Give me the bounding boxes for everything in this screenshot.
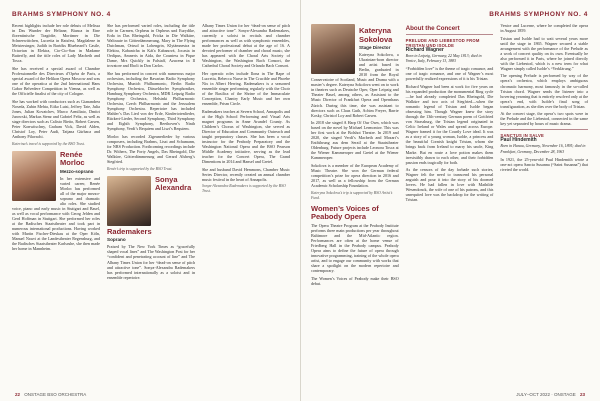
left-col-1 <box>12 23 100 282</box>
performer-role: Stage Director <box>359 45 391 50</box>
page-folio-right <box>516 392 588 397</box>
composer-dates: Born in Leipzig, Germany, 22 May 1813; died in Venice, Italy, February 13, 1883 <box>405 54 482 64</box>
performer-role: Mezzo-soprano <box>60 168 94 174</box>
right-columns <box>311 23 588 288</box>
program-note-paragraph: The opening Prelude is performed by way of the opera’s orchestra, which employs ambiguous chromatic harmony, most famously in the so-called Tristan chord. Wagner sends the listener into a hovering yearning that is entirely resolved only at the opera’s end, with Isolde’s final song of transfiguration, as she dies over the body of Tristan. <box>500 73 589 109</box>
bio-paragraph: Morloc has recorded Zigeunerlieder by various composers, including Brahms, Liszt and Schumann, for NRS Production. Forthcoming recordings include Dr. Withers, The Forty Angels, Das Rheingold, Die Walküre, Götterdämmerung and Gerard Alsberg’s Siegfried. <box>107 133 195 165</box>
bio-paragraph: Praised by The New York Times as “gracefully shaped vocal lines” and The Washington Post for her “confident and penetrating account of line” and The Albany Times Union for her “dead-on sense of pitch and attractive tone”. Sonya-Alexandra Rademakers has performed internationally as a soloist and in ensemble repertoire. <box>107 244 195 280</box>
running-head-right: BRAHMS SYMPHONY NO. 4 <box>489 11 588 18</box>
composer-name: Paul Hindemith <box>500 137 537 144</box>
program-note-paragraph: Richard Wagner had been at work for five years on his expanded production the monumental Ring cycle—he had already completed Das Rheingold, Die Walküre and two acts of Siegfried—when the romantic legend of Tristan and Isolde began obsessing him. Though Wagner knew the story through the 13th-century German poem of Gottfried von Strassburg, the Tristan legend originated in Celtic Ireland or Wales and spread across Europe. Wagner framed it for the Courtly Love ideal. It was as a story of a young woman, Isolde, a princess and the beautiful Cornish knight Tristan, whom she brings back from Ireland to marry his uncle, King Marke. But en route a love potion makes them irresistibly drawn to each other, and their forbidden passion ends tragically for both. <box>405 83 494 165</box>
bio-paragraph: Kateryna Sokolova, a Ukrainian-born director and artist based in Berlin, graduated in 2010 from the Royal Conservatoire of Scotland, Music and Drama with a master’s degree. Kateryna Sokolova went on to work in theatres such as Deutsche Oper, Oper Leipzig and Theater Basel, among others, as Assistant to the Music Director of Frankfurt Opera and Opernhaus Zürich. During this time, she was assistant to directors such as Claus Guth, Achim Freyer, Barrie Kosky, Christof Loy and Robert Carsen. <box>311 52 399 118</box>
right-col-1 <box>311 23 399 288</box>
bio-paragraph: She has worked with conductors such as Gianandrea Noseda, Zubin Mehta, Eiiko Luisi, Jeffrey Tate, Julia Jones, Julian Kovatchev, Marco Armiliato, Dmitri Jurowski, Markus Stenz and Gabriel Feltz, as well as stage directors such as Calixto Bieito, Robert Carsen, Peter Konwitschny, Graham Vick, David Alden, Christof Loy, Peter Audi, Tatjana Gürbaca and Anthony Pilavachi. <box>12 98 100 139</box>
about-concert-title: About the Concert <box>405 25 460 32</box>
page-folio-left <box>12 392 86 397</box>
right-col-3 <box>500 23 588 288</box>
support-credit: Kateryna Sokolova’s trip is supported by BSO Artist’s Fund. <box>311 190 393 200</box>
performer-name: Kateryna Sokolova <box>359 26 393 44</box>
bio-paragraph: In 2018 she staged A Harp Of Our Own, which was based on the novel by Michael Lermontov. This was her first work at the Bolshoi Theatre. In 2019 and 2020, she staged Verdi’s Macbeth and Mozart’s Entführung aus dem Serail at the Staatstheater Oldenburg. Future projects include Leonora Tosca at the Wiener Kammeroper and Gretel at the Wiener Kammeroper. <box>311 120 399 161</box>
performer-role: Soprano <box>107 237 126 243</box>
bio-paragraph: Sokolova is a member of the European Academy of Music Theatre. She won the German federal competition’s prize for opera direction in 2016 and 2017, as well as a fellowship from the German Academic Scholarship Foundation. <box>311 163 399 189</box>
running-head-left: BRAHMS SYMPHONY NO. 4 <box>12 11 111 18</box>
issue-label: JULY–OCT 2022 · ONSTAGE <box>516 392 576 397</box>
bio-paragraph: In her extensive and varied career, Renée Morloc has performed all of the major mezzo-soprano and dramatic alto roles. She studied voice, piano and early music in Stuttgart and Basel, as well as vocal performance with Georg Jelden and Gerd Hoffman in Stuttgart. She performed her roles at the Badisches Staatstheater and took part in numerous international productions. Having worked with Martin Fischer-Dieskau at the Oper Köln, Manuel Nawri at the Landestheater Regensburg, and the Badisches Staatstheater Karlsruhe, she then made her home in Mannheim. <box>12 175 100 252</box>
support-credit: Sonya-Alexandra Rademakers is supported by the BSO Trust. <box>202 184 286 194</box>
program-note-paragraph: “Forbidden love” is the theme of tragic romance, and one of tragic romance, and one of Wagner’s most powerfully realized expressions of it is his Tristan. <box>405 66 494 82</box>
bio-paragraph: Albany Times Union for her “dead-on sense of pitch and attractive tone”. Sonya-Alexandra Rademakers, currently a soloist in recitals and chamber performances as well as with symphonic ensembles, made her professional debut at the age of 16. A devoted performer of chamber and choral music, she has appeared with the Choral Arts Society of Washington, the Washington Bach Consort, the Cathedral Choral Society and Orlando Bach Consort. <box>202 23 290 69</box>
bio-paragraph: Rademakers teaches at Severn School, Annapolis and at the High School Performing and Visual Arts magnet programs in Anne Arundel County. As Children’s Chorus of Washington, she served as Director of Education and Community Outreach and taught preparatory classes. She has been a vocal instructor for the Peabody Preparatory and the Washington National Opera and the BSO Pearson Middle Academy initiative, serving as the lead teacher for the Concert Opera, The Grand Dimentions in 2014 and Hansel and Gretel. <box>202 108 290 165</box>
bio-paragraph: Recent highlights include her role debuts of Melissa in Das Wunder der Heliane, Bianca in Eine florentinische Tragödie, Mortimer in Die Schneewittchen, Lucretia in Ratsfest, Magdalene in Meistersinger, Judith in Bartóks Bluebeard’s Castle, Octavian in Elektra, Cio-Cio-San in Madame Butterfly, and the title roles of Lady Macbeth and Tosca. <box>12 23 100 64</box>
bio-paragraph: She has performed varied roles, including the title role in Carmen, Orpheus in Orpheus und Eurydike, Erda in Das Rheingold, Fricka in Die Walküre, Waltraute in Götterdämmerung, Mary in The Flying Dutchman, Ortrud in Lohengrin, Klytämnestra in Elektra, Kabanicha in Káťa Kabanová, Jocasta in Oedipus, Amneris in Aida, the Countess in Pique Dame, Mrs Quickly in Falstaff, Azucena in Il trovatore and Eboli in Don Carlos. <box>107 23 195 69</box>
issue-label: BSO ORCHESTRA <box>47 392 87 397</box>
performer-name: Sonya Alexandra Rademakers <box>107 174 192 236</box>
performer-photo <box>311 24 355 74</box>
support-credit: Katerina’s travel is supported by the BSO Trust. <box>12 141 85 146</box>
program-work-label: PRELUDE AND LIEBESTOD FROM TRISTAN UND ISOLDE <box>405 38 480 49</box>
bio-paragraph: She and husband David Hemmons, Chamber Music Series Director, recently created an annual chamber music festival in the heart of Annapolis. <box>202 166 290 182</box>
bio-paragraph: Her operatic roles include Ilona in The Rape of Lucretia, Rebecca Nurse in The Crucible and Phoebe Nix in Albert Herring. Rademakers is a seasoned ensemble singer performing regularly with the Choir of the Basilica of the Shrine of the Immaculate Conception, Chantry Early Music and her own ensemble, Prism Circle. <box>202 70 290 107</box>
page-number: 23 <box>579 392 585 397</box>
bio-paragraph: The Opera Theatre Program at the Peabody Institute performs three main productions per year throughout Baltimore and the Mid-Atlantic region. Performances are often at the home venue of Friedberg Hall in the Peabody campus. Peabody Opera aims to define the future of opera through innovative programming, training of the whole opera artist, and to engage our community with works that share a spotlight on the modern repertoire and contemporary. <box>311 222 399 274</box>
magazine-name: ONSTAGE <box>24 392 46 397</box>
bio-paragraph: She has performed in concert with numerous major orchestras, including the Bavarian Radio Symphony Orchestra, Munich Philharmonic, Berlin Radio Symphony Orchestra, Düsseldorfer Symphoniker, Hamburg Symphony Orchestra, MDR Leipzig Radio Symphony Orchestra, Helsinki Philharmonic Orchestra, Czech Philharmonic and the Jerusalem Symphony Orchestra. Repertoire has included Mahler’s Das Lied von der Erde, Kindertotenlieder, Rückert-Lieder, Second Symphony, Third Symphony and Eighth Symphony, Beethoven’s Ninth Symphony, Verdi’s Requiem and Liszt’s Requiem. <box>107 70 195 132</box>
left-columns <box>12 23 290 282</box>
section-divider <box>406 34 494 35</box>
left-col-3 <box>202 23 290 282</box>
program-note-paragraph: Venice and Lucerne, where he completed the opera in August 1859. <box>500 23 589 34</box>
right-col-2 <box>406 23 494 288</box>
ensemble-name: Women’s Voices of Peabody Opera <box>311 203 379 222</box>
program-note-paragraph: In 1921, the 25-year-old Paul Hindemith wrote a one-act opera Sancta Susanna (“Saint Susanna”) that riveted the world. <box>500 156 589 172</box>
performer-photo <box>107 176 151 226</box>
composer-name: Richard Wagner <box>405 47 444 54</box>
composer-dates: Born in Hanau, Germany, November 16, 1895; died in Frankfurt, Germany, December 28, 1963 <box>500 144 586 154</box>
program-note-paragraph: At the concert stage, the opera’s two spots were in the Prelude and the Liebestod, connected in the same key yet separated by hours of music drama. <box>500 111 589 127</box>
left-col-2 <box>107 23 195 282</box>
program-note-paragraph: Tristan und Isolde had to wait several years more until the stage in 1865. Wagner secured a stable arrangement with the performance of the Prelude as a work of concert quality on its own. Eventually he also performed it in Paris, where he joined directly with the Liebestod, which is a new term for what Wagner simply called Isolde’s “Verklärung.” <box>500 35 589 71</box>
right-page <box>300 0 600 401</box>
section-divider <box>500 129 588 130</box>
performer-name: Renée Morloc <box>60 149 85 168</box>
bio-paragraph: The Women’s Voices of Peabody make their BSO debut. <box>311 275 399 286</box>
page-number: 22 <box>15 392 21 397</box>
program-work-label: SANCTUS IN SALVE <box>500 133 544 139</box>
support-credit: Renée’s trip is supported by the BSO Trust. <box>107 166 173 171</box>
performer-photo <box>12 151 56 201</box>
bio-paragraph: She has received a special award of Chambre Professionnelle des Directeurs d’Opéra de Paris, a special award of the Helikon Opera Moscow and was one of the operatica at the 2nd International Hans Gabor Belvedere Competition in Vienna, as well as the Officielle finalist of the city of Cologne. <box>12 65 100 97</box>
program-note-paragraph: As the censors of the day forbade such stories, Wagner felt the need to transcend his personal anguish and pour it into the story of his doomed lovers. He had fallen in love with Mathilde Wesendonck, the wife of one of his patrons, and this unrequited love was the backdrop for the writing of Tristan. <box>405 167 494 203</box>
